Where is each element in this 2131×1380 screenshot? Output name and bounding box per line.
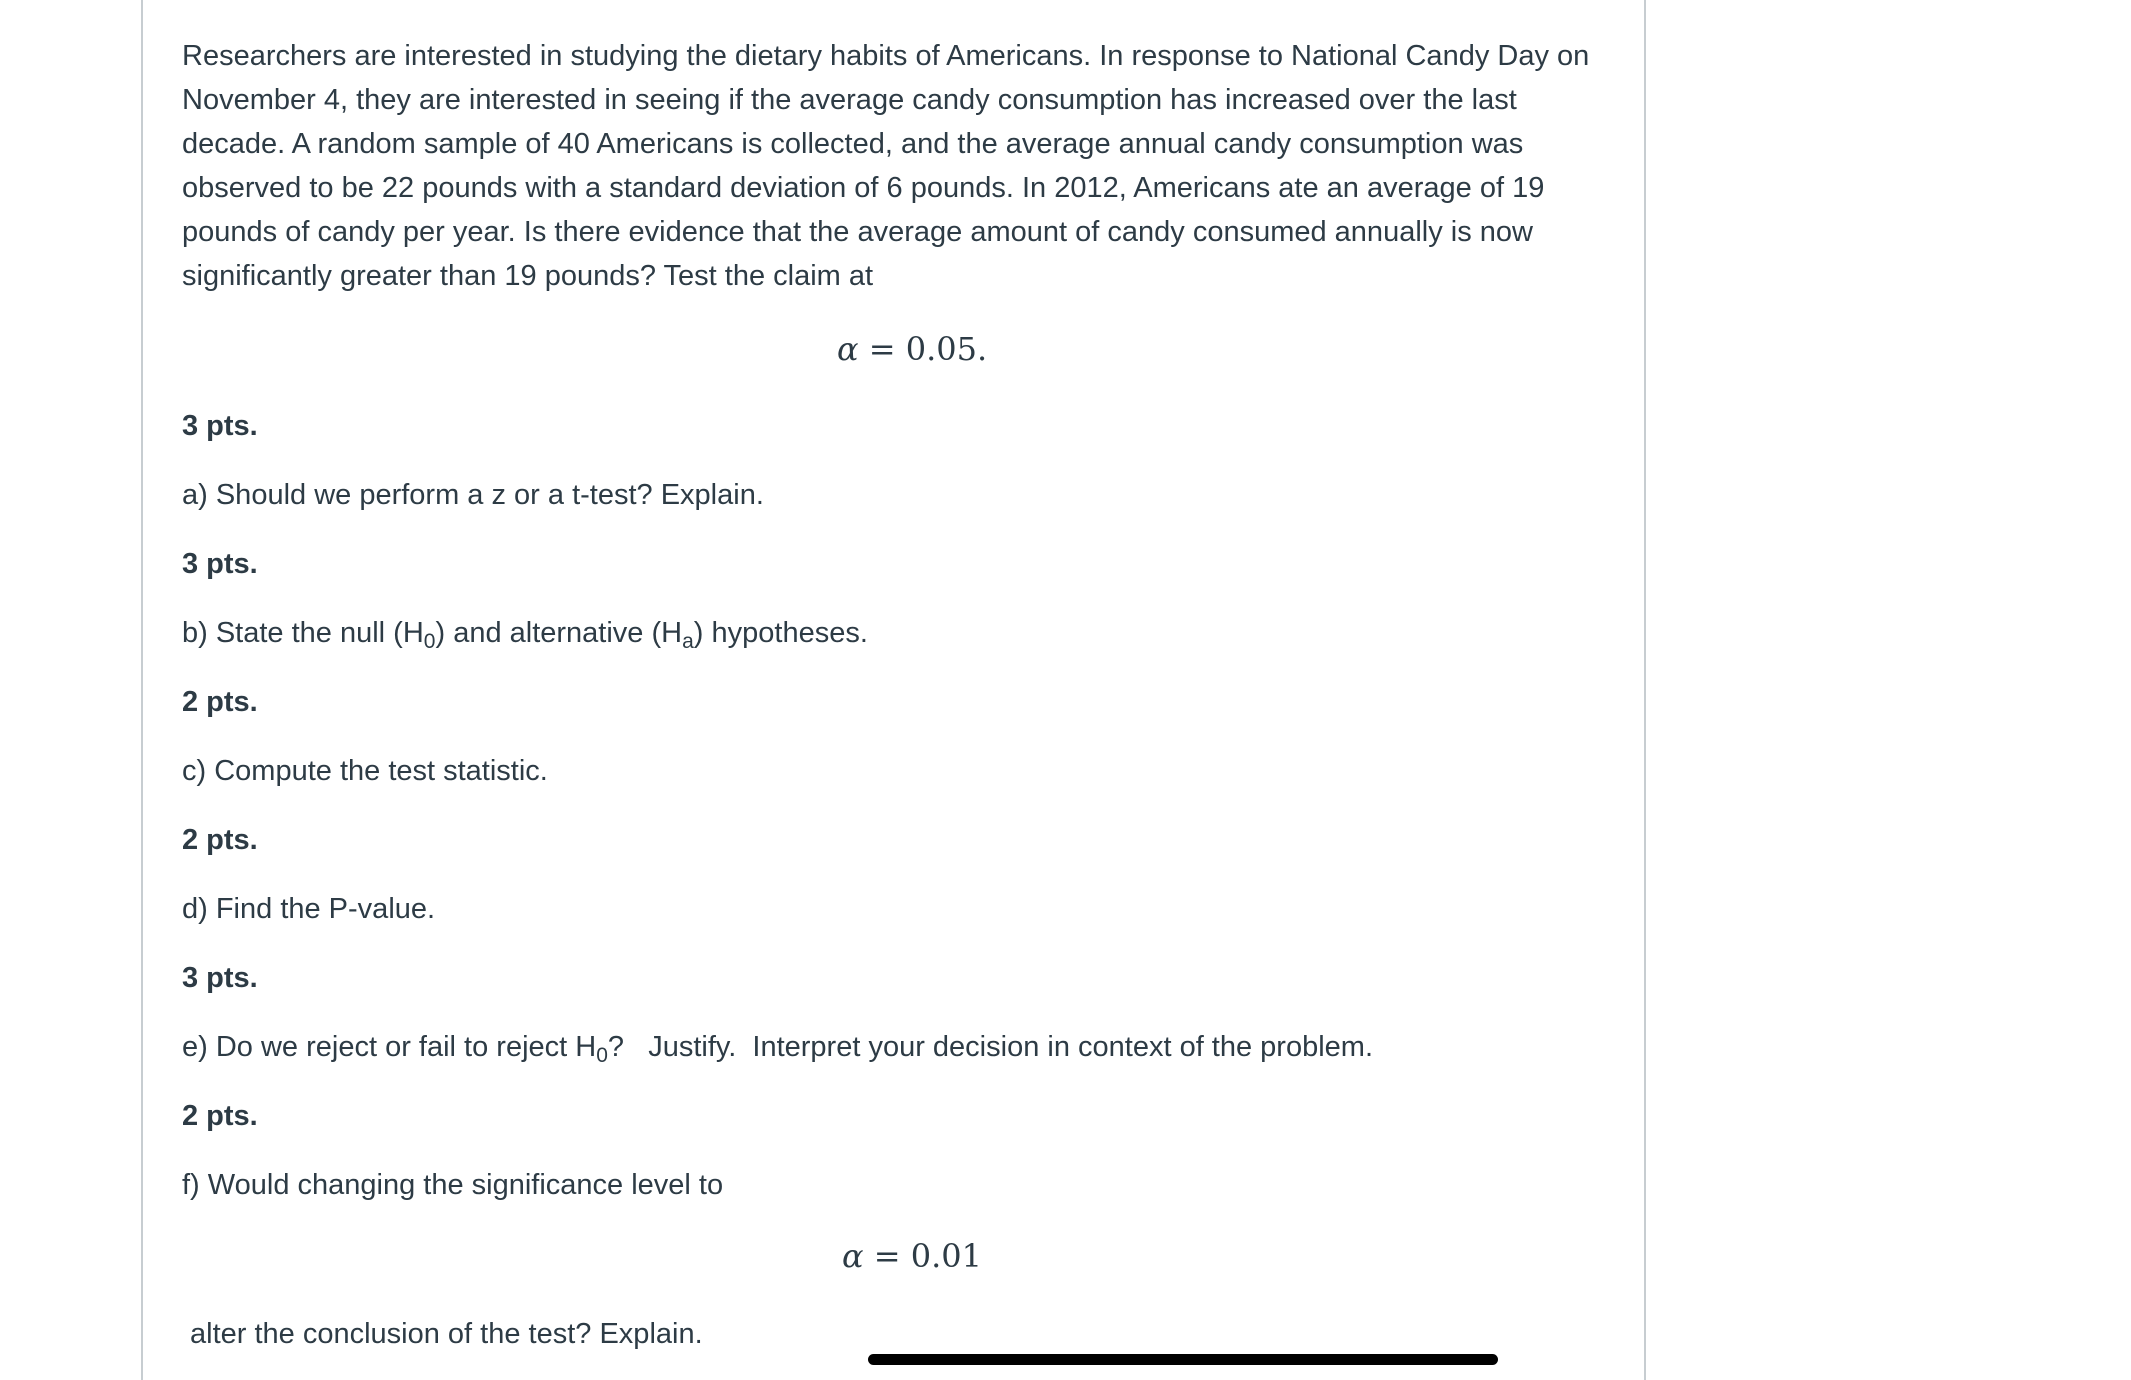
question-e-text-2: ? Justify. Interpret your decision in context of the problem. (607, 1031, 1374, 1063)
question-b-text-3: ) hypotheses. (693, 617, 868, 649)
alpha-symbol: α (837, 330, 859, 368)
points-label-f: 2 pts. (182, 1100, 258, 1132)
alpha-value: 0.05. (905, 330, 988, 368)
points-label-c: 2 pts. (182, 686, 258, 718)
alpha-symbol: α (842, 1237, 864, 1275)
alpha-equation-001 (842, 1237, 982, 1275)
horizontal-scrollbar[interactable] (868, 1354, 1498, 1365)
question-b-text-2: ) and alternative (H (435, 617, 683, 649)
points-label-a: 3 pts. (182, 410, 258, 442)
question-b (182, 617, 868, 653)
points-label-e: 3 pts. (182, 962, 258, 994)
question-f-closing: alter the conclusion of the test? Explain. (190, 1318, 703, 1350)
alpha-value: 0.01 (910, 1237, 983, 1275)
question-d: d) Find the P-value. (182, 893, 436, 925)
question-e (182, 1031, 1374, 1067)
subscript-a: a (682, 630, 694, 653)
subscript-0: 0 (423, 630, 436, 653)
problem-statement: Researchers are interested in studying the dietary habits of Americans. In response to National Candy Day on November 4, they are interested in seeing if the average candy consumption has increased over the last decade. A random sample of 40 Americans is collected, and the average annual candy consumption was observed to be 22 pounds with a standard deviation of 6 pounds. In 2012, Americans ate an average of 19 pounds of candy per year. Is there evidence that the average amount of candy consumed annually is now significantly greater than 19 pounds? Test the claim at (182, 40, 1590, 292)
question-f: f) Would changing the significance level to (182, 1169, 724, 1201)
equals-sign: = (863, 1237, 911, 1275)
question-a: a) Should we perform a z or a t-test? Explain. (182, 479, 764, 511)
equals-sign: = (858, 330, 906, 368)
subscript-0: 0 (596, 1044, 608, 1067)
question-c: c) Compute the test statistic. (182, 755, 548, 787)
question-b-text-1: b) State the null (H (182, 617, 424, 649)
points-label-d: 2 pts. (182, 824, 258, 856)
question-e-text-1: e) Do we reject or fail to reject H (182, 1031, 597, 1063)
alpha-equation-005 (837, 330, 987, 368)
points-label-b: 3 pts. (182, 548, 258, 580)
